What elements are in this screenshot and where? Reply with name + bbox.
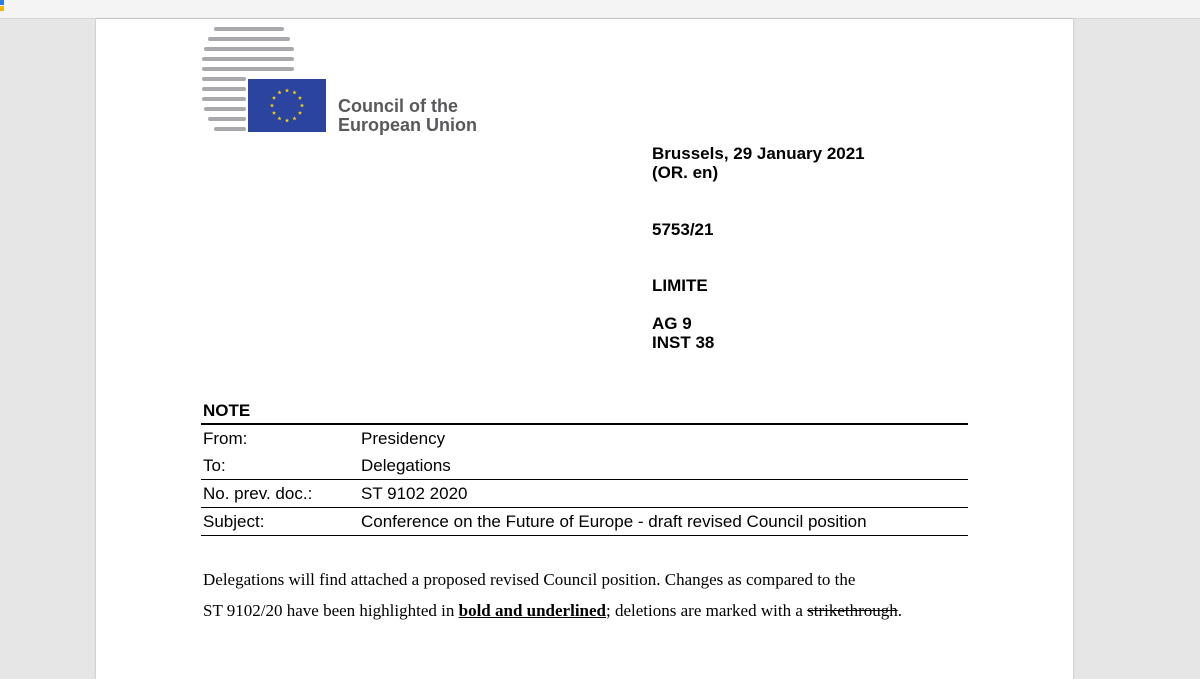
body-paragraph [203,564,1003,626]
row-label: From: [201,424,359,452]
note-header-table [201,423,968,536]
note-title: NOTE [203,401,251,420]
app-icon [0,0,8,12]
code-ag: AG 9 [652,314,692,333]
table-row [201,480,968,508]
logo-line-1: Council of the [338,96,458,116]
row-value: ST 9102 2020 [359,480,968,508]
document-page [96,19,1073,679]
logo-wordmark [338,97,477,135]
row-value: Delegations [361,455,451,475]
viewer-toolbar [0,0,1200,19]
code-inst: INST 38 [652,333,715,352]
row-label: To: [203,455,226,475]
body-text-pre: ST 9102/20 have been highlighted in [203,601,459,620]
place-date: Brussels, 29 January 2021 [652,144,865,163]
row-label: No. prev. doc.: [201,480,359,508]
classification: LIMITE [652,276,708,295]
bold-underlined-text: bold and underlined [458,601,607,620]
table-row [201,508,968,536]
document-number: 5753/21 [652,220,714,239]
row-value: Conference on the Future of Europe - draft revised Council position [359,508,968,536]
original-language: (OR. en) [652,163,719,182]
body-text-end: . [897,601,903,620]
row-value: Presidency [359,424,968,452]
strikethrough-text: strikethrough [807,601,898,620]
eu-flag-icon [248,79,326,132]
table-row [201,452,968,480]
table-row [201,424,968,452]
row-label: Subject: [201,508,359,536]
body-line-1: Delegations will find attached a proposed revised Council position. Changes as compared to the [203,570,856,589]
body-line-2 [203,595,1003,626]
logo-line-2: European Union [338,115,477,135]
body-text-mid: ; deletions are marked with a [606,601,808,620]
